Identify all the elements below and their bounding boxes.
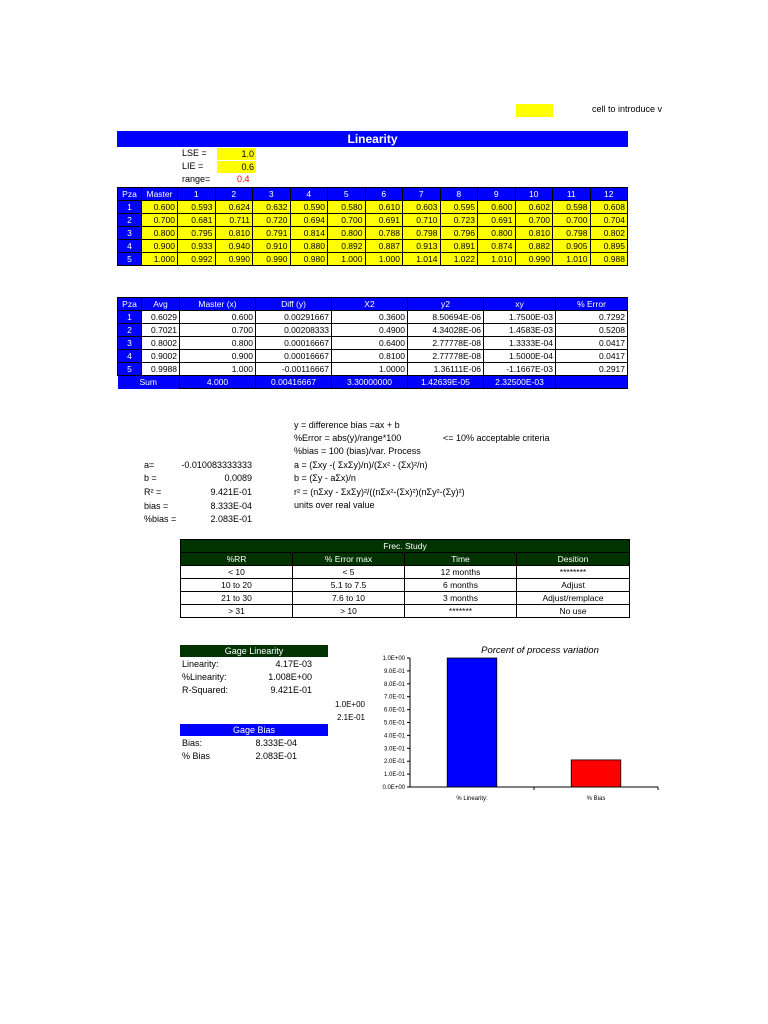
y-tick-label: 8.0E-01 — [383, 681, 405, 688]
measurement-row-cell[interactable]: 0.704 — [590, 214, 628, 227]
stats-row — [118, 337, 628, 350]
formula-line: units over real value — [294, 500, 375, 510]
measurement-row-cell[interactable]: 0.990 — [215, 253, 253, 266]
header-cell: 3 — [253, 188, 291, 201]
measurement-row-cell[interactable]: 1.000 — [365, 253, 403, 266]
measurement-row-cell[interactable]: 0.802 — [590, 227, 628, 240]
freq-cell: > 31 — [181, 605, 293, 618]
stats-row-cell: 0.2917 — [556, 363, 628, 376]
measurement-row-cell[interactable]: 0.905 — [553, 240, 591, 253]
side-value: 2.1E-01 — [336, 713, 365, 722]
y-tick-label: 0.0E+00 — [382, 785, 405, 791]
stats-row-cell: 0.8002 — [142, 337, 180, 350]
stats-row-cell: 1 — [118, 311, 142, 324]
stats-row — [118, 363, 628, 376]
measurement-row-cell[interactable]: 0.990 — [253, 253, 291, 266]
sum-cell: 3.30000000 — [332, 376, 408, 389]
result-label: R² = — [144, 487, 162, 497]
measurement-header-row — [118, 188, 628, 201]
measurement-row-cell[interactable]: 0.887 — [365, 240, 403, 253]
stats-row-cell: 0.7021 — [142, 324, 180, 337]
y-tick-label: 1.0E-01 — [383, 772, 405, 779]
stats-row-cell: 3 — [118, 337, 142, 350]
y-tick-label: 3.0E-01 — [383, 746, 405, 753]
stats-row-cell: 2.77778E-08 — [408, 350, 484, 363]
measurement-row — [118, 227, 628, 240]
measurement-row-cell[interactable]: 0.990 — [515, 253, 553, 266]
measurement-row-cell[interactable]: 0.700 — [553, 214, 591, 227]
measurement-row-cell[interactable]: 0.595 — [440, 201, 478, 214]
freq-cell: 10 to 20 — [181, 579, 293, 592]
measurement-row-cell: 3 — [118, 227, 142, 240]
header-cell: X2 — [332, 298, 408, 311]
stats-row-cell: 4 — [118, 350, 142, 363]
measurement-row-cell[interactable]: 0.940 — [215, 240, 253, 253]
header-cell: % Error — [556, 298, 628, 311]
freq-cell: 5.1 to 7.5 — [293, 579, 405, 592]
linearity-title: Linearity — [117, 131, 628, 147]
measurement-row-cell[interactable]: 0.933 — [178, 240, 216, 253]
stats-row-cell: 0.00208333 — [256, 324, 332, 337]
chart-title: Porcent of process variation — [481, 645, 599, 656]
stats-table — [117, 297, 628, 389]
stats-row-cell: 1.3333E-04 — [484, 337, 556, 350]
measurement-row-cell[interactable]: 0.895 — [590, 240, 628, 253]
measurement-row-cell[interactable]: 0.593 — [178, 201, 216, 214]
sum-cell: 1.42639E-05 — [408, 376, 484, 389]
measurement-row-cell[interactable]: 0.723 — [440, 214, 478, 227]
stats-row-cell: 1.000 — [180, 363, 256, 376]
gage-value: 4.17E-03 — [275, 659, 312, 669]
x-tick-label: % Linearity: — [456, 796, 488, 802]
measurement-row-cell[interactable]: 0.810 — [515, 227, 553, 240]
gage-value: 1.008E+00 — [268, 672, 312, 682]
measurement-row-cell[interactable]: 0.608 — [590, 201, 628, 214]
freq-cell: 6 months — [405, 579, 517, 592]
stats-row-cell: 0.900 — [180, 350, 256, 363]
measurement-row-cell[interactable]: 0.700 — [515, 214, 553, 227]
formula-line: b = (Σy - aΣx)/n — [294, 473, 356, 483]
gage-value: 2.083E-01 — [255, 751, 297, 761]
freq-study-table — [180, 539, 630, 618]
measurement-row-cell[interactable]: 0.874 — [478, 240, 516, 253]
measurement-row-cell[interactable]: 1.000 — [142, 253, 178, 266]
header-cell: Pza — [118, 188, 142, 201]
measurement-row-cell: 2 — [118, 214, 142, 227]
freq-cell: No use — [517, 605, 630, 618]
measurement-row-cell[interactable]: 1.010 — [478, 253, 516, 266]
header-cell: % Error max — [293, 553, 405, 566]
measurement-row-cell[interactable]: 0.598 — [553, 201, 591, 214]
stats-row-cell: 0.5208 — [556, 324, 628, 337]
header-cell: 1 — [178, 188, 216, 201]
side-value: 1.0E+00 — [334, 700, 365, 709]
header-cell: 6 — [365, 188, 403, 201]
stats-row-cell: 0.600 — [180, 311, 256, 324]
freq-title: Frec. Study — [181, 540, 630, 553]
measurement-row-cell[interactable]: 0.892 — [328, 240, 366, 253]
measurement-row-cell[interactable]: 0.610 — [365, 201, 403, 214]
lse-value[interactable]: 1.0 — [217, 148, 256, 160]
header-cell: 4 — [290, 188, 328, 201]
freq-cell: < 5 — [293, 566, 405, 579]
stats-row-cell: 0.6400 — [332, 337, 408, 350]
measurement-row-cell[interactable]: 0.603 — [403, 201, 441, 214]
result-value: -0.010083333333 — [181, 460, 252, 470]
freq-cell: Adjust — [517, 579, 630, 592]
freq-cell: Adjust/remplace — [517, 592, 630, 605]
stats-row-cell: 2.77778E-08 — [408, 337, 484, 350]
header-cell: Time — [405, 553, 517, 566]
gage-label: Linearity: — [182, 659, 219, 669]
stats-row-cell: 0.00016667 — [256, 350, 332, 363]
stats-row-cell: 0.4900 — [332, 324, 408, 337]
measurement-row-cell[interactable]: 0.891 — [440, 240, 478, 253]
measurement-row-cell[interactable]: 0.795 — [178, 227, 216, 240]
formula-line: r² = (nΣxy - ΣxΣy)²/((nΣx²-(Σx)²)(nΣy²-(Σy)²) — [294, 487, 465, 497]
freq-cell: 3 months — [405, 592, 517, 605]
bar-chart — [370, 650, 670, 810]
result-label: a= — [144, 460, 155, 470]
measurement-row-cell[interactable]: 0.602 — [515, 201, 553, 214]
criteria-text: <= 10% acceptable criteria — [443, 433, 550, 443]
measurement-row-cell[interactable]: 0.910 — [253, 240, 291, 253]
y-tick-label: 5.0E-01 — [383, 720, 405, 727]
stats-row-cell: 4.34028E-06 — [408, 324, 484, 337]
stats-row-cell: 0.6029 — [142, 311, 180, 324]
measurement-row-cell[interactable]: 0.798 — [403, 227, 441, 240]
gage-label: Bias: — [182, 738, 203, 748]
stats-row-cell: 1.36111E-06 — [408, 363, 484, 376]
gage-label: R-Squared: — [182, 685, 229, 695]
stats-header-row — [118, 298, 628, 311]
measurement-row-cell[interactable]: 1.000 — [328, 253, 366, 266]
result-label: b = — [144, 473, 157, 483]
measurement-row-cell[interactable]: 0.691 — [365, 214, 403, 227]
measurement-row-cell[interactable]: 0.681 — [178, 214, 216, 227]
freq-row — [181, 605, 630, 618]
sum-row — [118, 376, 628, 389]
measurement-row-cell[interactable]: 0.600 — [142, 201, 178, 214]
stats-row-cell: 0.00291667 — [256, 311, 332, 324]
y-tick-label: 7.0E-01 — [383, 694, 405, 701]
measurement-row-cell[interactable]: 0.796 — [440, 227, 478, 240]
stats-row-cell: -1.1667E-03 — [484, 363, 556, 376]
stats-row-cell: 0.9002 — [142, 350, 180, 363]
measurement-row-cell[interactable]: 0.900 — [142, 240, 178, 253]
x-tick-label: % Bias — [586, 796, 606, 802]
formula-line: %Error = abs(y)/range*100 — [294, 433, 402, 443]
result-label: bias = — [144, 501, 169, 511]
measurement-row-cell[interactable]: 0.710 — [403, 214, 441, 227]
y-tick-label: 9.0E-01 — [383, 668, 405, 675]
bar — [571, 760, 621, 787]
stats-row — [118, 311, 628, 324]
stats-row-cell: 0.3600 — [332, 311, 408, 324]
formula-line: a = (Σxy -( ΣxΣy)/n)/(Σx² - (Σx)²/n) — [294, 460, 428, 470]
freq-cell: 21 to 30 — [181, 592, 293, 605]
stats-row-cell: 1.5000E-04 — [484, 350, 556, 363]
stats-row-cell: 0.0417 — [556, 337, 628, 350]
header-cell: Diff (y) — [256, 298, 332, 311]
stats-row-cell: -0.00116667 — [256, 363, 332, 376]
header-cell: 10 — [515, 188, 553, 201]
sum-cell: 2.32500E-03 — [484, 376, 556, 389]
sum-cell: 0.00416667 — [256, 376, 332, 389]
stats-row-cell: 0.0417 — [556, 350, 628, 363]
freq-cell: 12 months — [405, 566, 517, 579]
freq-title-row — [181, 540, 630, 553]
measurement-row-cell[interactable]: 0.691 — [478, 214, 516, 227]
measurement-row-cell[interactable]: 0.580 — [328, 201, 366, 214]
stats-row-cell: 0.700 — [180, 324, 256, 337]
freq-row — [181, 566, 630, 579]
gage-bias-title: Gage Bias — [180, 724, 328, 736]
measurement-row-cell[interactable]: 0.791 — [253, 227, 291, 240]
freq-cell: > 10 — [293, 605, 405, 618]
stats-row-cell: 0.8100 — [332, 350, 408, 363]
header-cell: 8 — [440, 188, 478, 201]
measurement-row-cell[interactable]: 0.700 — [142, 214, 178, 227]
header-cell: Master (x) — [180, 298, 256, 311]
result-value: 9.421E-01 — [210, 487, 252, 497]
sum-cell: 4.000 — [180, 376, 256, 389]
measurement-row-cell[interactable]: 1.010 — [553, 253, 591, 266]
formula-line: %bias = 100 (bias)/var. Process — [294, 446, 421, 456]
stats-row-cell: 0.9988 — [142, 363, 180, 376]
freq-cell: 7.6 to 10 — [293, 592, 405, 605]
measurement-row-cell[interactable]: 0.992 — [178, 253, 216, 266]
header-cell: 7 — [403, 188, 441, 201]
stats-row-cell: 2 — [118, 324, 142, 337]
freq-header-row — [181, 553, 630, 566]
header-cell: 9 — [478, 188, 516, 201]
range-value: 0.4 — [237, 174, 250, 184]
header-cell: Desition — [517, 553, 630, 566]
header-cell: Pza — [118, 298, 142, 311]
measurement-row-cell[interactable]: 0.590 — [290, 201, 328, 214]
measurement-row-cell[interactable]: 0.700 — [328, 214, 366, 227]
measurement-row-cell[interactable]: 0.913 — [403, 240, 441, 253]
sum-label: Sum — [118, 376, 180, 389]
measurement-row-cell[interactable]: 0.988 — [590, 253, 628, 266]
stats-row-cell: 1.0000 — [332, 363, 408, 376]
measurement-row-cell[interactable]: 0.720 — [253, 214, 291, 227]
measurement-row-cell[interactable]: 0.624 — [215, 201, 253, 214]
stats-row-cell: 0.00016667 — [256, 337, 332, 350]
stats-row-cell: 1.4583E-03 — [484, 324, 556, 337]
result-value: 8.333E-04 — [210, 501, 252, 511]
measurement-table — [117, 187, 628, 266]
header-cell: 2 — [215, 188, 253, 201]
y-tick-label: 4.0E-01 — [383, 733, 405, 740]
header-cell: Master — [142, 188, 178, 201]
y-tick-label: 2.0E-01 — [383, 759, 405, 766]
measurement-row-cell: 4 — [118, 240, 142, 253]
measurement-row-cell[interactable]: 0.600 — [478, 201, 516, 214]
measurement-row — [118, 253, 628, 266]
stats-row-cell: 0.800 — [180, 337, 256, 350]
result-label: %bias = — [144, 514, 177, 524]
y-tick-label: 1.0E+00 — [382, 656, 405, 662]
formula-line: y = difference bias =ax + b — [294, 420, 400, 430]
stats-row-cell: 8.50694E-06 — [408, 311, 484, 324]
gage-label: % Bias — [182, 751, 211, 761]
stats-row-cell: 5 — [118, 363, 142, 376]
header-cell: %RR — [181, 553, 293, 566]
stats-row-cell: 0.7292 — [556, 311, 628, 324]
lse-label: LSE = — [182, 148, 207, 158]
gage-value: 9.421E-01 — [270, 685, 312, 695]
measurement-row-cell[interactable]: 0.980 — [290, 253, 328, 266]
measurement-row-cell[interactable]: 0.882 — [515, 240, 553, 253]
header-cell: 11 — [553, 188, 591, 201]
measurement-row-cell[interactable]: 0.810 — [215, 227, 253, 240]
measurement-row-cell[interactable]: 0.814 — [290, 227, 328, 240]
input-cell-legend-swatch — [516, 104, 553, 117]
stats-row — [118, 324, 628, 337]
freq-row — [181, 579, 630, 592]
measurement-row-cell[interactable]: 0.694 — [290, 214, 328, 227]
measurement-row-cell[interactable]: 0.788 — [365, 227, 403, 240]
input-cell-legend-text: cell to introduce v — [592, 104, 663, 114]
measurement-row-cell[interactable]: 0.800 — [142, 227, 178, 240]
lie-value[interactable]: 0.6 — [217, 161, 256, 173]
measurement-row-cell[interactable]: 0.800 — [328, 227, 366, 240]
stats-row-cell: 1.7500E-03 — [484, 311, 556, 324]
measurement-row-cell: 5 — [118, 253, 142, 266]
header-cell: xy — [484, 298, 556, 311]
measurement-row-cell[interactable]: 0.798 — [553, 227, 591, 240]
sum-cell — [556, 376, 628, 389]
measurement-row-cell[interactable]: 0.800 — [478, 227, 516, 240]
freq-cell: < 10 — [181, 566, 293, 579]
freq-cell: ******** — [517, 566, 630, 579]
freq-cell: ******* — [405, 605, 517, 618]
bar — [447, 658, 497, 787]
header-cell: 12 — [590, 188, 628, 201]
measurement-row-cell[interactable]: 1.014 — [403, 253, 441, 266]
header-cell: 5 — [328, 188, 366, 201]
header-cell: Avg — [142, 298, 180, 311]
measurement-row — [118, 214, 628, 227]
y-tick-label: 6.0E-01 — [383, 707, 405, 714]
gage-linearity-title: Gage Linearity — [180, 645, 328, 657]
measurement-row — [118, 201, 628, 214]
header-cell: y2 — [408, 298, 484, 311]
gage-label: %Linearity: — [182, 672, 227, 682]
freq-row — [181, 592, 630, 605]
lie-label: LIE = — [182, 161, 204, 171]
result-value: 0.0089 — [224, 473, 252, 483]
measurement-row-cell[interactable]: 0.880 — [290, 240, 328, 253]
measurement-row-cell[interactable]: 0.632 — [253, 201, 291, 214]
measurement-row-cell[interactable]: 1.022 — [440, 253, 478, 266]
result-value: 2.083E-01 — [210, 514, 252, 524]
measurement-row-cell[interactable]: 0.711 — [215, 214, 253, 227]
range-label: range= — [182, 174, 211, 184]
gage-value: 8.333E-04 — [255, 738, 297, 748]
measurement-row-cell: 1 — [118, 201, 142, 214]
stats-row — [118, 350, 628, 363]
measurement-row — [118, 240, 628, 253]
